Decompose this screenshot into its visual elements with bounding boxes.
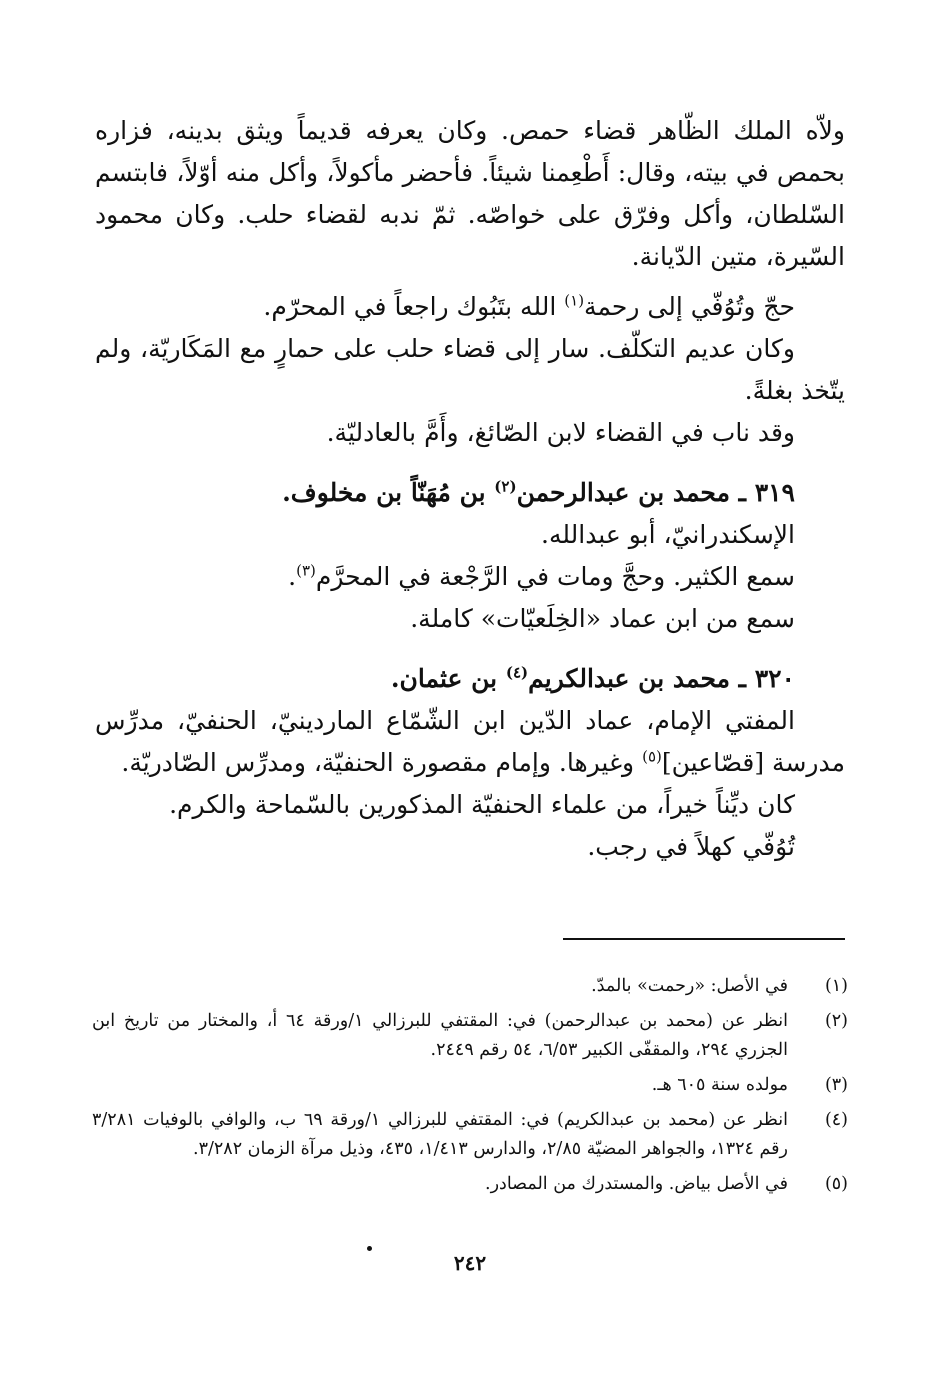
- death-text-start: حجّ وتُوُفّي إلى رحمة: [584, 292, 795, 321]
- footnote-ref-5[interactable]: (٥): [642, 747, 662, 766]
- paragraph-deputy: وقد ناب في القضاء لابن الصّائغ، وأَمَّ بالعادليّة.: [326, 418, 795, 447]
- entry-320-line-1: كان ديِّناً خيراً، من علماء الحنفيّة المذكورين بالسّماحة والكرم.: [169, 790, 795, 819]
- entry-320-name-rest: بن عثمان.: [390, 664, 506, 693]
- entry-320-paragraph: [95, 700, 845, 784]
- footnote-5: [92, 1170, 848, 1199]
- footnote-2: [92, 1007, 848, 1065]
- footnote-number: (١): [824, 976, 848, 996]
- paragraph-modesty: وكان عديم التكلّف. سار إلى قضاء حلب على حمارٍ مع المَكَاريّة، ولم يتّخذ بغلةً.: [95, 334, 845, 405]
- footnote-separator: [563, 938, 845, 940]
- paragraph-appointment: ولاّه الملك الظّاهر قضاء حمص. وكان يعرفه قديماً ويثق بدينه، فزاره بحمص في بيته، وقال: أَطْعِمنا شيئاً. فأحضر مأكولاً، وأكل منه أوّلاً، فابتسم السّلطان، وأكل وفرّق على خواصّه. ثمّ ندبه لقضاء حلب. وكان محمود السّيرة، متين الدّيانة.: [95, 116, 845, 271]
- entry-320-para-text: المفتي الإمام، عماد الدّين ابن الشّمّاع الماردينيّ، الحنفيّ، مدرِّس مدرسة [قصّاعين]: [95, 706, 845, 777]
- footnote-text: مولده سنة ٦٠٥ هـ.: [651, 1075, 788, 1095]
- footnote-text: انظر عن (محمد بن عبدالكريم) في: المقتفي للبرزالي ١/ورقة ٦٩ ب، والوافي بالوفيات ٣/٢٨١ رقم ١٣٢٤، والجواهر المضيّة ٢/٨٥، والدارس ١/٤١٣، ٤٣٥، وذيل مرآة الزمان ٣/٢٨٢.: [92, 1110, 789, 1159]
- paragraph-death: [95, 286, 845, 328]
- footnote-3: [92, 1071, 848, 1100]
- footnote-ref-4[interactable]: (٤): [505, 663, 529, 682]
- footnotes: [92, 972, 848, 1205]
- footnote-ref-2[interactable]: (٢): [494, 477, 517, 496]
- entry-320-para-end: وغيرها. وإمام مقصورة الحنفيّة، ومدرِّس الصّادريّة.: [121, 748, 643, 777]
- footnote-ref-1[interactable]: (١): [564, 291, 585, 310]
- entry-heading-319: [95, 472, 845, 514]
- entry-320-name: ٣٢٠ ـ محمد بن عبدالكريم: [528, 664, 795, 693]
- entry-319-line-3: سمع من ابن عماد «الخِلَعيّات» كاملة.: [410, 604, 795, 633]
- entry-heading-320: [95, 658, 845, 700]
- main-text: [95, 110, 845, 868]
- entry-319-line-2-end: .: [288, 562, 297, 591]
- entry-319-line-1: الإسكندرانيّ، أبو عبدالله.: [541, 520, 795, 549]
- death-text-end: الله بتَبُوك راجعاً في المحرّم.: [263, 292, 557, 321]
- footnote-4: [92, 1106, 848, 1164]
- footnote-text: في الأصل: «رحمت» بالمدّ.: [591, 976, 788, 996]
- entry-320-line-2: تُوُفّي كهلاً في رجب.: [587, 832, 795, 861]
- entry-319-name-rest: بن مُهَنّاً بن مخلوف.: [282, 478, 495, 507]
- page-number: ٢٤٢: [453, 1251, 487, 1275]
- footnote-number: (٢): [824, 1011, 848, 1031]
- entry-319-name: ٣١٩ ـ محمد بن عبدالرحمن: [516, 478, 795, 507]
- footnote-text: في الأصل بياض. والمستدرك من المصادر.: [485, 1174, 788, 1194]
- footnote-1: [92, 972, 848, 1001]
- entry-319-line-2-text: سمع الكثير. وحجَّ ومات في الرَّجْعة في المحرَّم: [315, 562, 795, 591]
- entry-319-line-2: [95, 556, 845, 598]
- footnote-text: انظر عن (محمد بن عبدالرحمن) في: المقتفي للبرزالي ١/ورقة ٦٤ أ، والمختار من تاريخ ابن الجزري ٢٩٤، والمقفّى الكبير ٦/٥٣، ٥٤ رقم ٢٤٤٩.: [92, 1011, 788, 1060]
- footnote-number: (٣): [824, 1075, 848, 1095]
- footnote-ref-3[interactable]: (٣): [296, 561, 316, 580]
- footnote-number: (٤): [824, 1110, 848, 1130]
- footnote-number: (٥): [824, 1174, 848, 1194]
